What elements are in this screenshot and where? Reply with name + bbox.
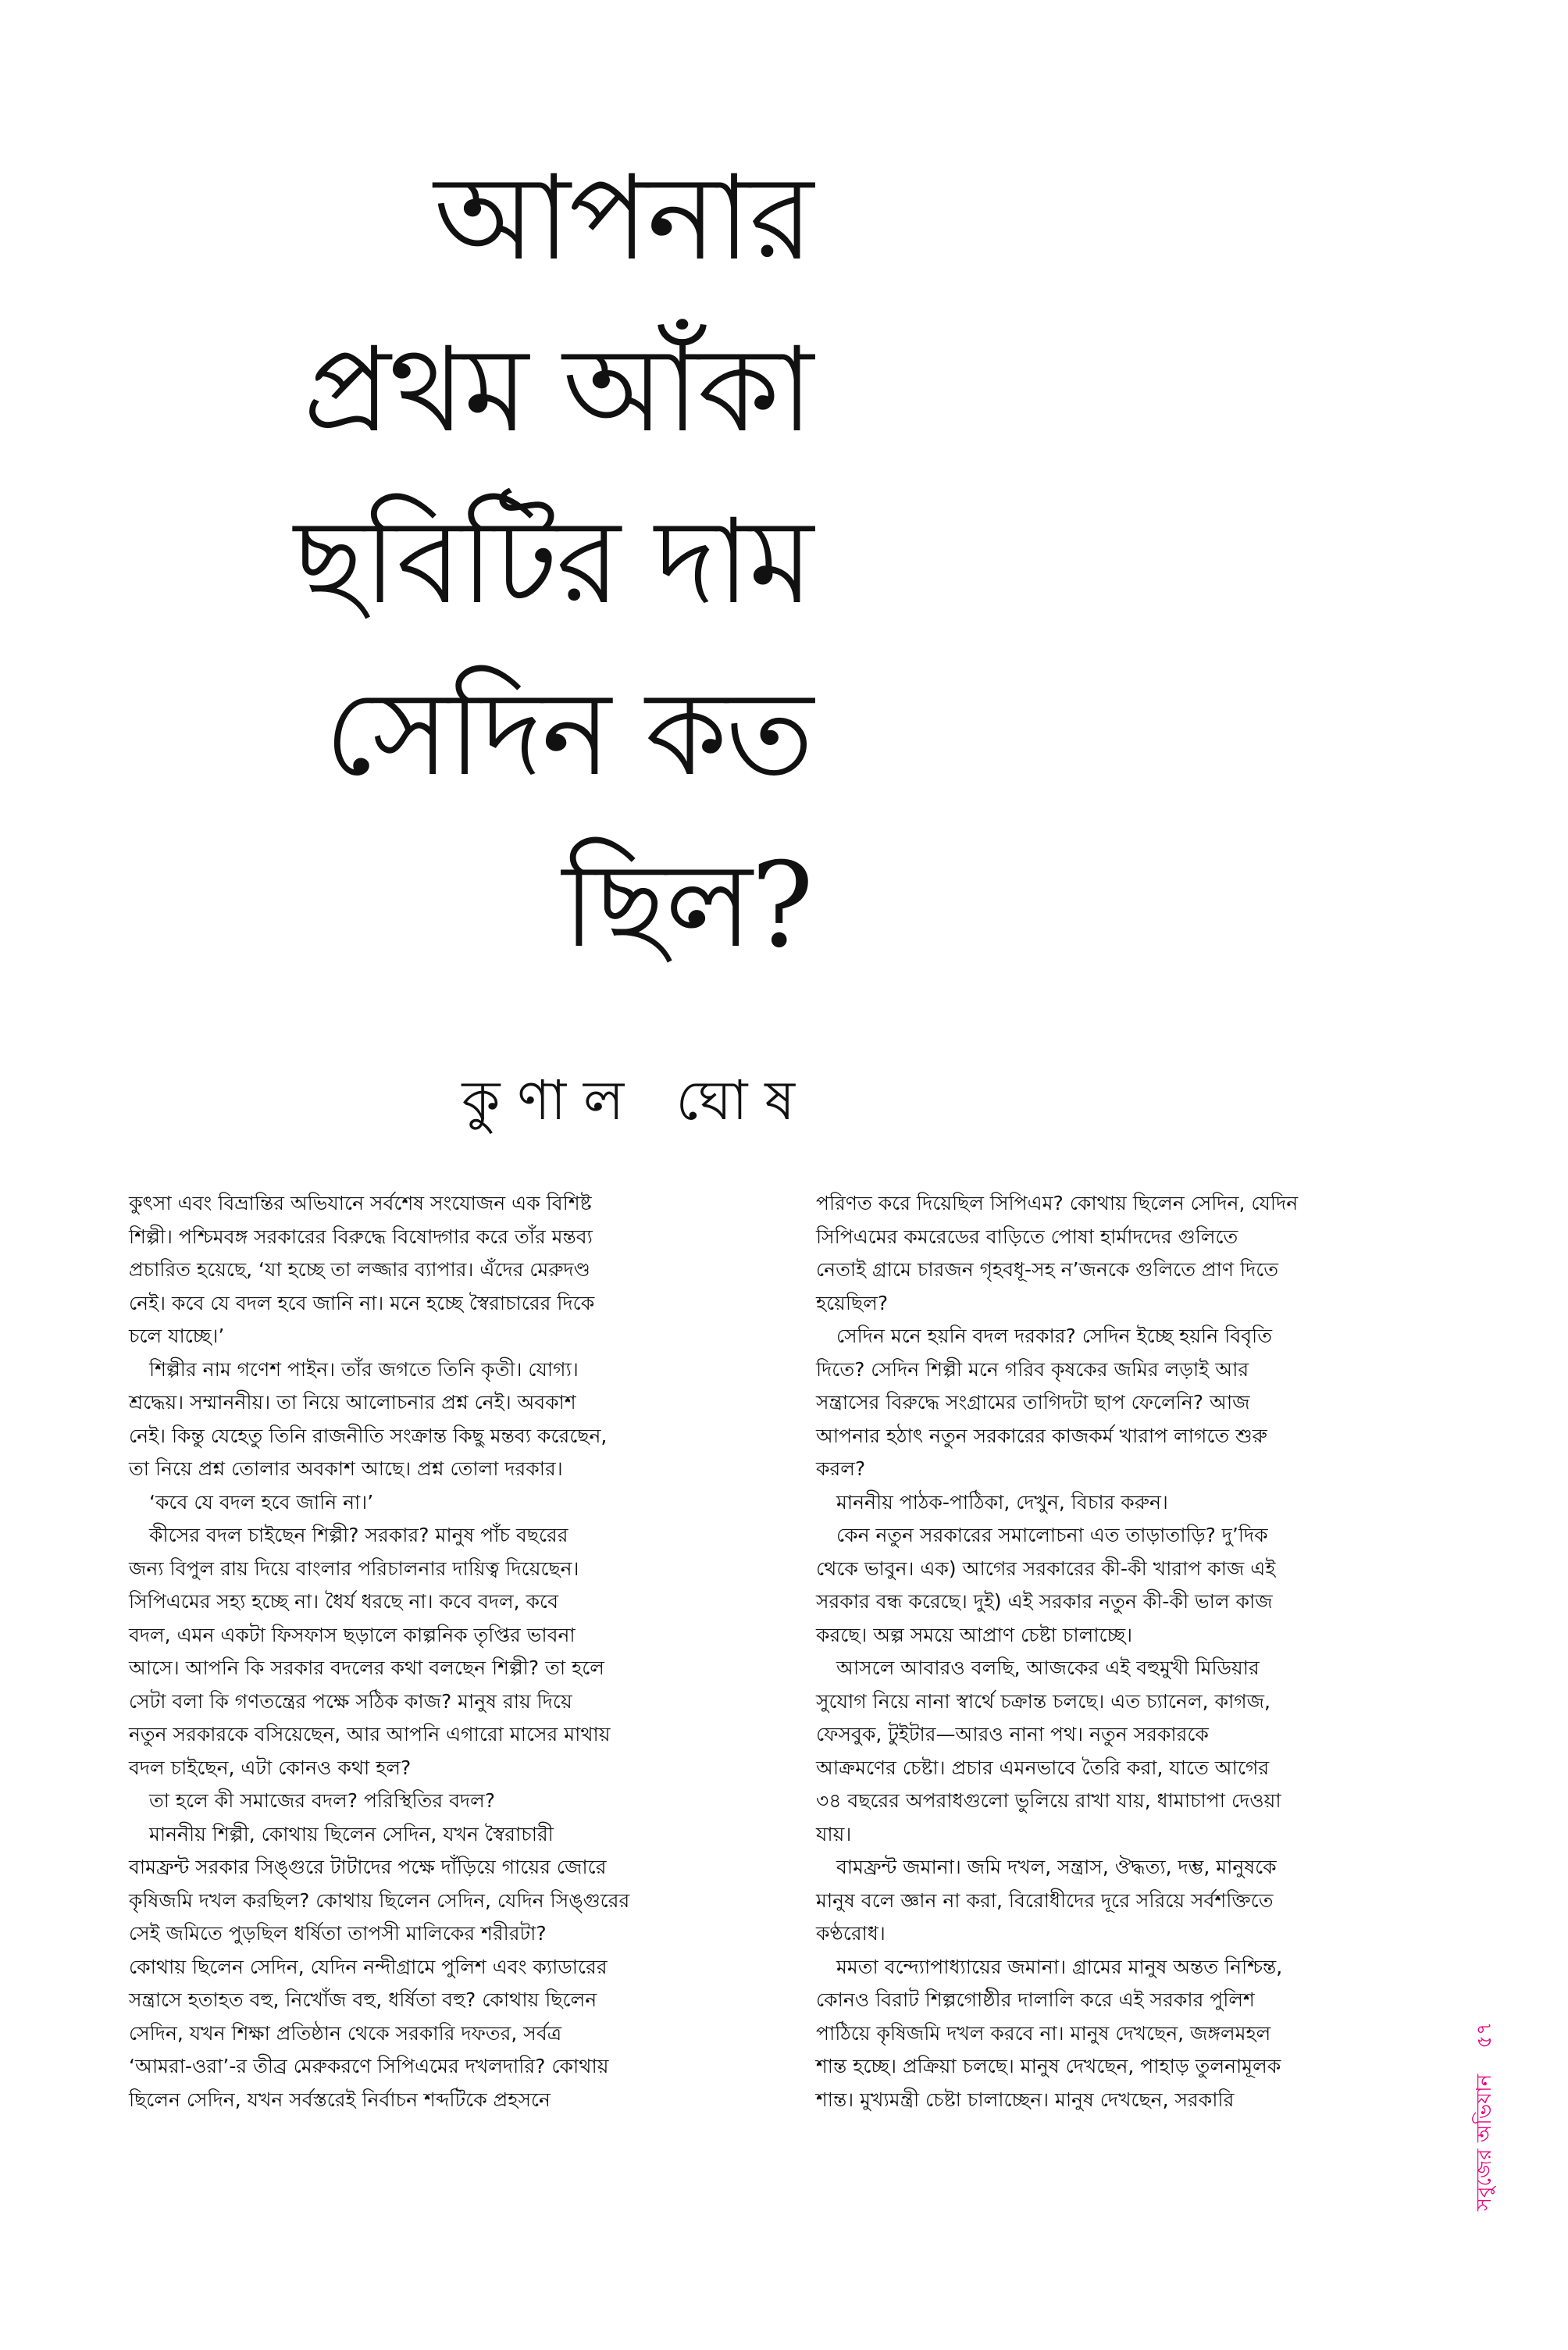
author-byline: কুণাল ঘোষ — [461, 1068, 812, 1132]
article-line: কৃষিজমি দখল করছিল? কোথায় ছিলেন সেদিন, যেদিন সিঙ্গুরের — [129, 1888, 630, 1912]
headline-line: সেদিন কত — [324, 666, 812, 802]
article-line: হয়েছিল? — [816, 1291, 889, 1314]
article-line: সিপিএমের সহ্য হচ্ছে না। ধৈর্য ধরছে না। কবে বদল, কবে — [129, 1590, 558, 1613]
article-line: মাননীয় শিল্পী, কোথায় ছিলেন সেদিন, যখন স্বৈরাচারী — [149, 1822, 554, 1845]
article-line: সিপিএমের কমরেডের বাড়িতে পোষা হার্মাদদের গুলিতে — [816, 1225, 1238, 1248]
article-line: চলে যাচ্ছে।’ — [129, 1325, 225, 1347]
page-sidebar — [1462, 1906, 1509, 2327]
article-line: দিতে? সেদিন শিল্পী মনে গরিব কৃষকের জমির লড়াই আর — [816, 1357, 1249, 1381]
article-line: সুযোগ নিয়ে নানা স্বার্থে চক্রান্ত চলছে। এত চ্যানেল, কাগজ, — [816, 1689, 1270, 1713]
sidebar-label — [1468, 2022, 1502, 2211]
article-line: সেদিন মনে হয়নি বদল দরকার? সেদিন ইচ্ছে হয়নি বিবৃতি — [836, 1325, 1272, 1347]
article-line: তা নিয়ে প্রশ্ন তোলার অবকাশ আছে। প্রশ্ন তোলা দরকার। — [129, 1457, 563, 1480]
article-line: ‘আমরা-ওরা’-র তীব্র মেরুকরণে সিপিএমের দখলদারি? কোথায় — [129, 2055, 609, 2077]
article-line: শান্ত হচ্ছে। প্রক্রিয়া চলছে। মানুষ দেখছেন, পাহাড় তুলনামূলক — [816, 2055, 1281, 2077]
article-line: কেন নতুন সরকারের সমালোচনা এত তাড়াতাড়ি? দু’দিক — [836, 1524, 1268, 1546]
article-line: শিল্পী। পশ্চিমবঙ্গ সরকারের বিরুদ্ধে বিষোদ্গার করে তাঁর মন্তব্য — [129, 1225, 593, 1248]
article-line: মমতা বন্দ্যোপাধ্যায়ের জমানা। গ্রামের মানুষ অন্তত নিশ্চিন্ত, — [836, 1955, 1283, 1978]
article-line: শিল্পীর নাম গণেশ পাইন। তাঁর জগতে তিনি কৃতী। যোগ্য। — [149, 1357, 579, 1381]
article-line: সেটা বলা কি গণতন্ত্রের পক্ষে সঠিক কাজ? মানুষ রায় দিয়ে — [129, 1689, 572, 1713]
article-line: সরকার বন্ধ করেছে। দুই) এই সরকার নতুন কী-কী ভাল কাজ — [816, 1590, 1273, 1613]
article-line: কুৎসা এবং বিভ্রান্তির অভিযানে সর্বশেষ সংযোজন এক বিশিষ্ট — [129, 1192, 592, 1214]
headline-line: আপনার — [433, 151, 812, 287]
article-line: সন্ত্রাসের বিরুদ্ধে সংগ্রামের তাগিদটা ছাপ ফেলেনি? আজ — [816, 1391, 1250, 1414]
article-line: বামফ্রন্ট জমানা। জমি দখল, সন্ত্রাস, ঔদ্ধত্য, দম্ভ, মানুষকে — [836, 1856, 1277, 1878]
article-column-left — [129, 1187, 800, 2116]
headline-line: ছিল? — [562, 838, 812, 974]
article-line: আপনার হঠাৎ নতুন সরকারের কাজকর্ম খারাপ লাগতে শুরু — [816, 1424, 1267, 1447]
article-line: থেকে ভাবুন। এক) আগের সরকারের কী-কী খারাপ কাজ এই — [816, 1557, 1276, 1580]
article-line: যায়। — [816, 1822, 852, 1845]
article-line: মানুষ বলে জ্ঞান না করা, বিরোধীদের দূরে সরিয়ে সর্বশক্তিতে — [816, 1888, 1274, 1912]
magazine-name: সবুজের অভিযান — [1473, 2074, 1496, 2212]
article-line: জন্য বিপুল রায় দিয়ে বাংলার পরিচালনার দায়িত্ব দিয়েছেন। — [129, 1557, 579, 1580]
article-line: মাননীয় পাঠক-পাঠিকা, দেখুন, বিচার করুন। — [836, 1490, 1168, 1514]
article-line: ছিলেন সেদিন, যখন সর্বস্তরেই নির্বাচন শব্দটিকে প্রহসনে — [129, 2088, 551, 2111]
article-line: নেতাই গ্রামে চারজন গৃহবধূ-সহ ন’জনকে গুলিতে প্রাণ দিতে — [816, 1258, 1279, 1281]
headline-line: প্রথম আঁকা — [303, 323, 812, 458]
article-line: বামফ্রন্ট সরকার সিঙ্গুরে টাটাদের পক্ষে দাঁড়িয়ে গায়ের জোরে — [129, 1856, 607, 1878]
article-line: তা হলে কী সমাজের বদল? পরিস্থিতির বদল? — [149, 1789, 496, 1812]
article-line: পাঠিয়ে কৃষিজমি দখল করবে না। মানুষ দেখছেন, জঙ্গলমহল — [816, 2021, 1271, 2045]
article-line: ৩৪ বছরের অপরাধগুলো ভুলিয়ে রাখা যায়, ধামাচাপা দেওয়া — [816, 1789, 1281, 1812]
article-line: কোনও বিরাট শিল্পগোষ্ঠীর দালালি করে এই সরকার পুলিশ — [816, 1988, 1255, 2011]
article-column-right — [816, 1187, 1433, 2116]
article-line: নতুন সরকারকে বসিয়েছেন, আর আপনি এগারো মাসের মাথায় — [129, 1723, 611, 1746]
article-line: কণ্ঠরোধ। — [816, 1922, 886, 1945]
article-line: সেই জমিতে পুড়ছিল ধর্ষিতা তাপসী মালিকের শরীরটা? — [129, 1922, 547, 1945]
article-line: শ্রদ্ধেয়। সম্মাননীয়। তা নিয়ে আলোচনার প্রশ্ন নেই। অবকাশ — [129, 1391, 576, 1414]
article-line: করছে। অল্প সময়ে আপ্রাণ চেষ্টা চালাচ্ছে। — [816, 1623, 1133, 1646]
article-line: শান্ত। মুখ্যমন্ত্রী চেষ্টা চালাচ্ছেন। মানুষ দেখছেন, সরকারি — [816, 2088, 1235, 2111]
article-line: আসে। আপনি কি সরকার বদলের কথা বলছেন শিল্পী? তা হলে — [129, 1656, 604, 1679]
article-line: করল? — [816, 1457, 866, 1480]
article-line: নেই। কবে যে বদল হবে জানি না। মনে হচ্ছে স্বৈরাচারের দিকে — [129, 1291, 595, 1314]
headline-line: ছবিটির দাম — [294, 494, 812, 630]
article-line: আক্রমণের চেষ্টা। প্রচার এমনভাবে তৈরি করা, যাতে আগের — [816, 1756, 1270, 1779]
article-line: পরিণত করে দিয়েছিল সিপিএম? কোথায় ছিলেন সেদিন, যেদিন — [816, 1192, 1299, 1214]
article-line: প্রচারিত হয়েছে, ‘যা হচ্ছে তা লজ্জার ব্যাপার। এঁদের মেরুদণ্ড — [129, 1258, 590, 1281]
page-number: ৫৭ — [1473, 2021, 1496, 2049]
article-line: বদল চাইছেন, এটা কোনও কথা হল? — [129, 1756, 412, 1779]
article-line: সন্ত্রাসে হতাহত বহু, নিখোঁজ বহু, ধর্ষিতা বহু? কোথায় ছিলেন — [129, 1988, 597, 2011]
article-line: ‘কবে যে বদল হবে জানি না।’ — [149, 1490, 374, 1514]
article-line: সেদিন, যখন শিক্ষা প্রতিষ্ঠান থেকে সরকারি দফতর, সর্বত্র — [129, 2021, 562, 2045]
article-line: আসলে আবারও বলছি, আজকের এই বহুমুখী মিডিয়ার — [836, 1656, 1260, 1679]
article-line: কোথায় ছিলেন সেদিন, যেদিন নন্দীগ্রামে পুলিশ এবং ক্যাডারের — [129, 1955, 608, 1978]
article-line: নেই। কিন্তু যেহেতু তিনি রাজনীতি সংক্রান্ত কিছু মন্তব্য করেছেন, — [129, 1424, 608, 1447]
article-line: ফেসবুক, টুইটার—আরও নানা পথ। নতুন সরকারকে — [816, 1723, 1209, 1746]
headline — [172, 133, 812, 992]
article-line: কীসের বদল চাইছেন শিল্পী? সরকার? মানুষ পাঁচ বছরের — [149, 1524, 568, 1546]
article-line: বদল, এমন একটা ফিসফাস ছড়ালে কাল্পনিক তৃপ্তির ভাবনা — [129, 1623, 576, 1646]
